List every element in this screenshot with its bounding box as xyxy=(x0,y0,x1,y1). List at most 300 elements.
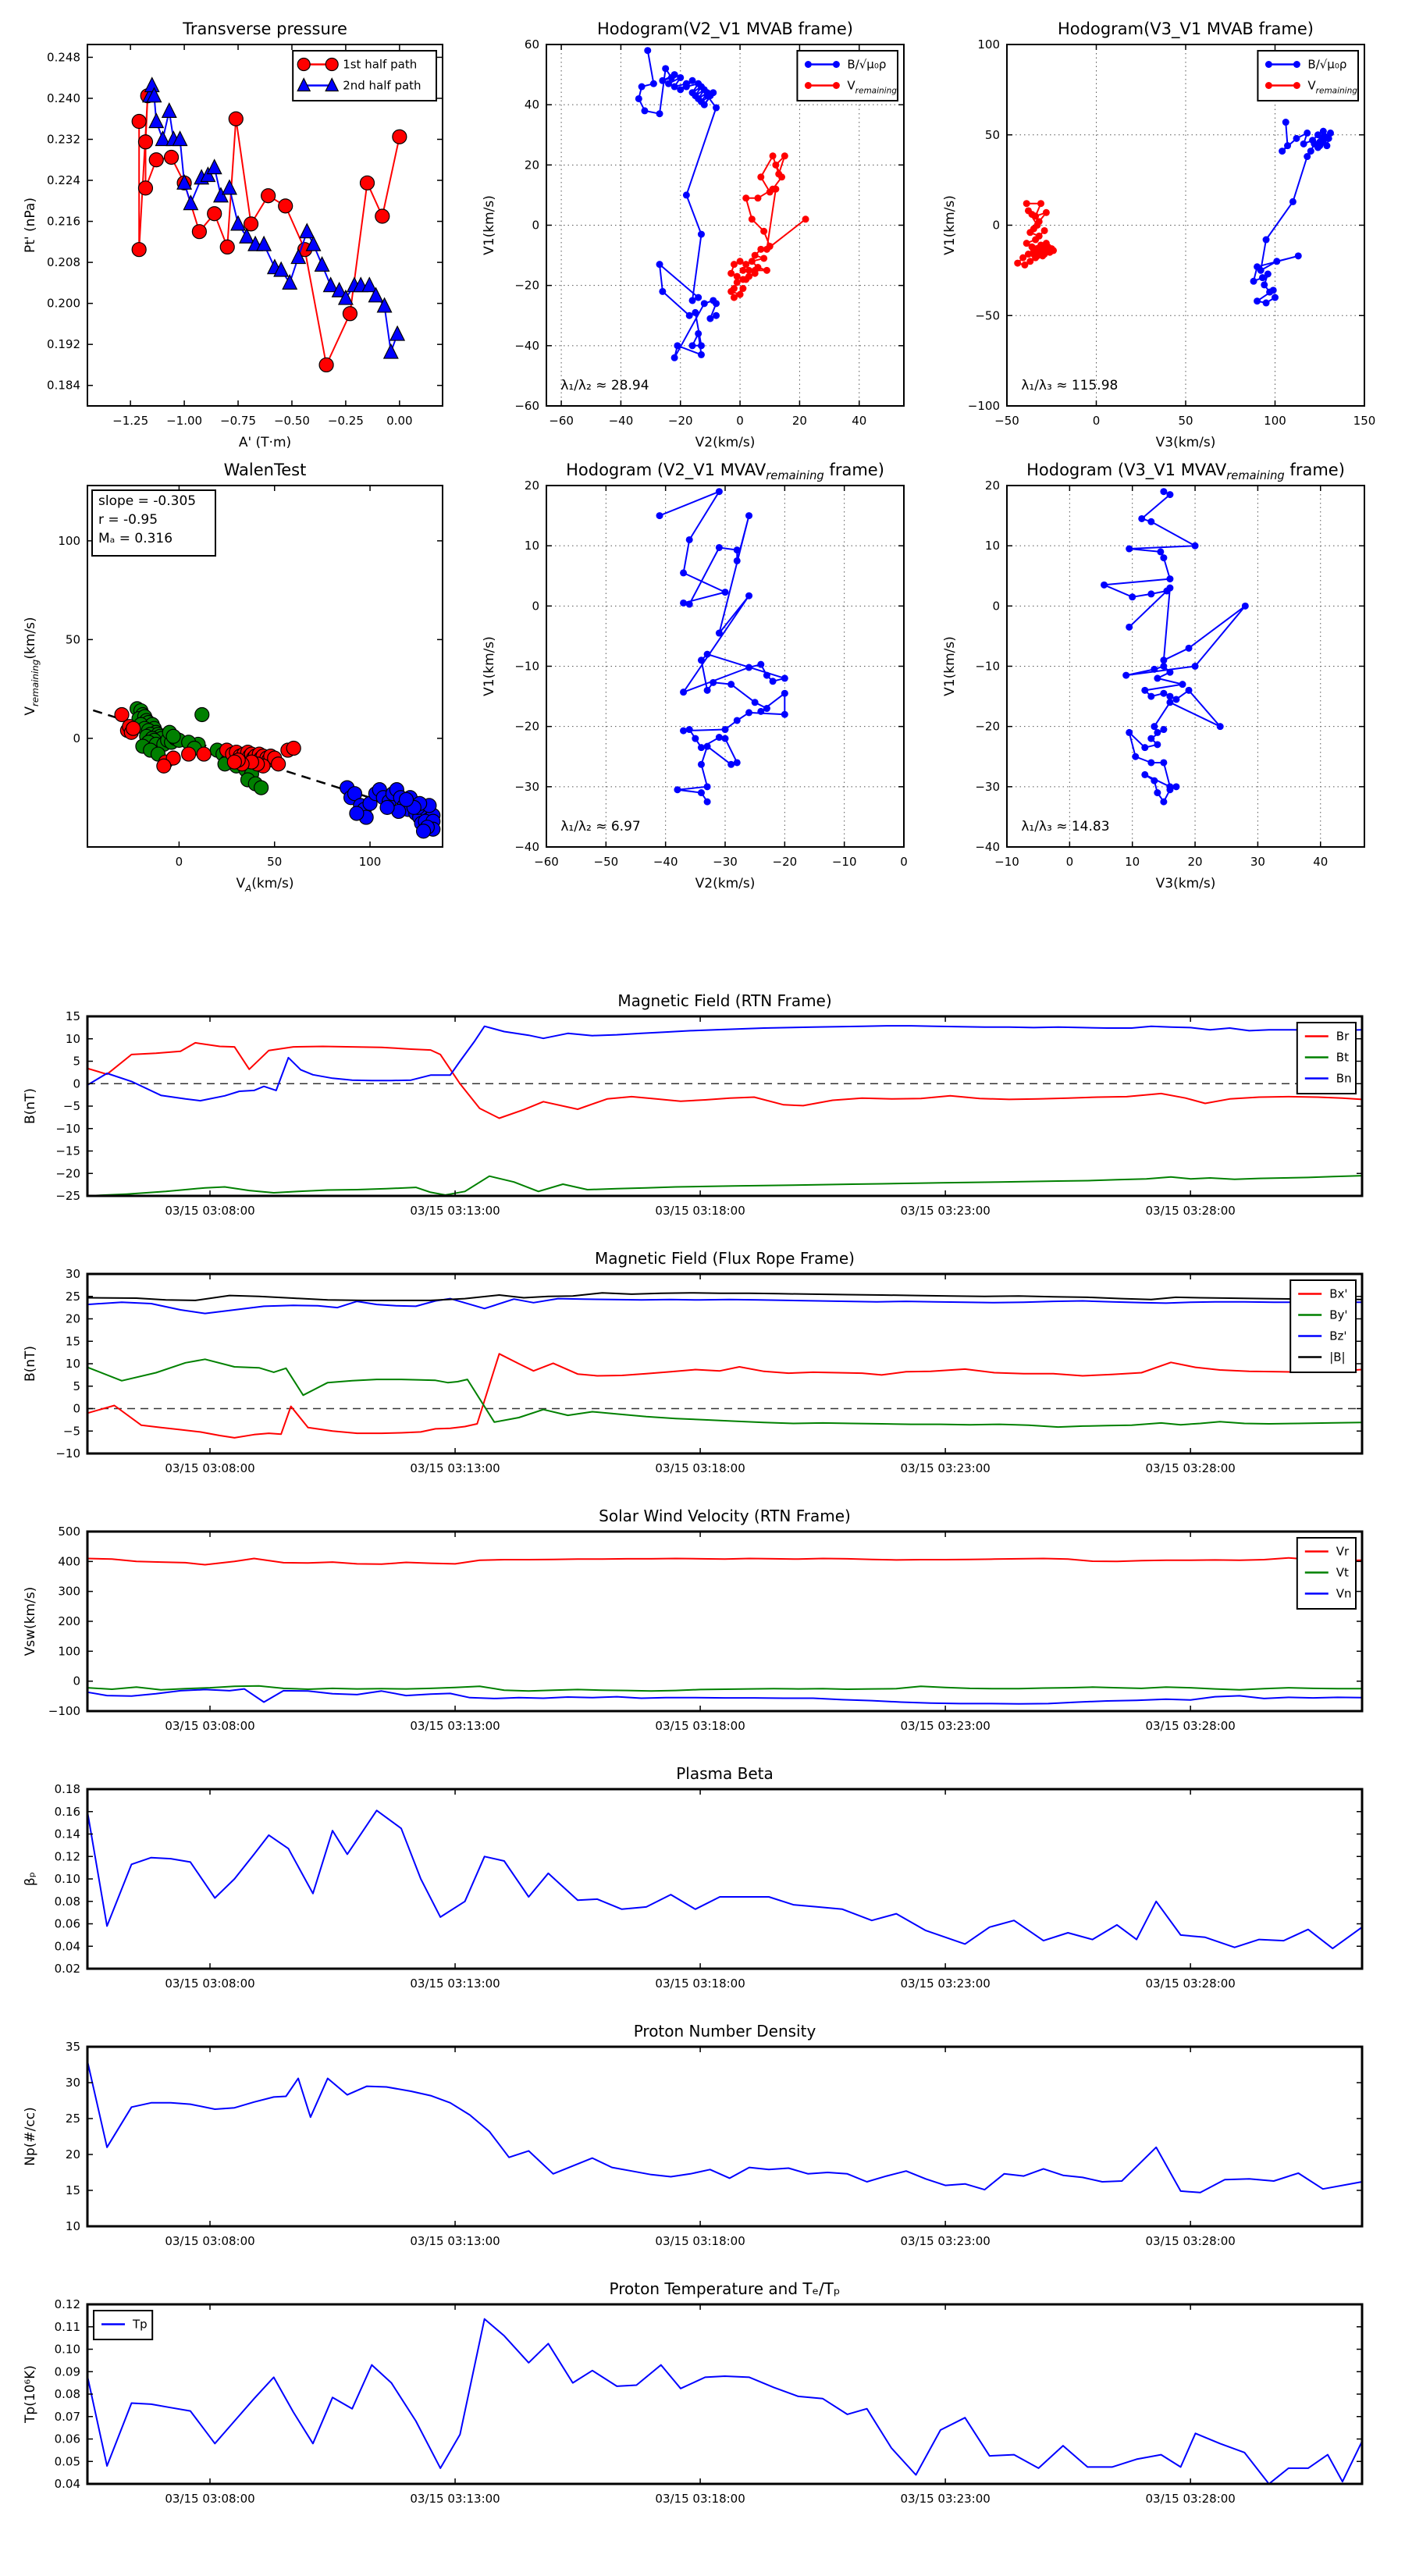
x-tick-label: 03/15 03:13:00 xyxy=(410,1976,500,1991)
x-tick-label: 0 xyxy=(900,855,908,869)
data-point-dot xyxy=(1154,729,1161,736)
data-point-dot xyxy=(695,294,702,301)
proton-density-series-line xyxy=(87,2061,1362,2192)
data-point-triangle xyxy=(149,114,163,128)
data-point-dot xyxy=(671,354,678,361)
data-point-dot xyxy=(1141,687,1148,694)
data-point-dot xyxy=(674,342,681,349)
y-tick-label: 0.18 xyxy=(54,1782,80,1796)
data-point-dot xyxy=(1166,693,1173,700)
data-point-dot xyxy=(805,82,812,89)
data-point-dot xyxy=(706,315,713,322)
data-point-circle xyxy=(244,217,258,231)
data-point-dot xyxy=(698,744,705,751)
data-point-dot xyxy=(1157,548,1164,555)
y-tick-label: 0.248 xyxy=(47,50,80,65)
data-point-triangle xyxy=(231,216,245,230)
y-tick-label: −5 xyxy=(62,1424,80,1439)
data-point-dot xyxy=(1325,135,1332,142)
y-tick-label: 60 xyxy=(524,37,539,52)
x-tick-label: 03/15 03:13:00 xyxy=(410,1461,500,1475)
data-point-dot xyxy=(1122,672,1129,679)
vsw-rtn-ylabel: Vsw(km/s) xyxy=(23,1586,38,1656)
axes-frame xyxy=(87,2047,1362,2226)
y-tick-label: −30 xyxy=(975,779,1000,794)
axes-frame xyxy=(87,1789,1362,1969)
y-tick-label: −20 xyxy=(514,719,539,734)
data-point-dot xyxy=(716,734,723,741)
data-point-triangle xyxy=(300,224,314,238)
y-tick-label: 40 xyxy=(524,98,539,112)
data-point-circle xyxy=(132,243,146,257)
legend-label: |B| xyxy=(1329,1350,1346,1364)
data-point-dot xyxy=(763,267,770,274)
data-point-dot xyxy=(1160,726,1167,733)
y-tick-label: 15 xyxy=(65,2183,80,2197)
data-point-dot xyxy=(1151,666,1158,673)
data-point-dot xyxy=(1263,237,1270,244)
data-point-dot xyxy=(734,557,741,564)
data-point-dot xyxy=(698,231,705,238)
data-point-dot xyxy=(770,152,777,159)
data-point-dot xyxy=(781,152,788,159)
x-tick-label: −1.00 xyxy=(166,414,203,428)
data-point-triangle xyxy=(183,196,197,210)
y-tick-label: −50 xyxy=(975,308,1000,323)
data-point-circle xyxy=(400,792,414,806)
data-point-dot xyxy=(770,186,777,193)
proton-temperature-title: Proton Temperature and Tₑ/Tₚ xyxy=(609,2279,841,2298)
y-tick-label: 0.10 xyxy=(54,2342,80,2357)
data-point-dot xyxy=(1166,669,1173,676)
x-tick-label: −50 xyxy=(593,855,619,869)
x-tick-label: 0 xyxy=(736,414,744,428)
data-point-dot xyxy=(1154,674,1161,681)
data-point-dot xyxy=(757,173,764,180)
y-tick-label: 100 xyxy=(58,533,80,548)
data-point-dot xyxy=(716,488,723,495)
data-point-dot xyxy=(638,84,646,91)
legend-label: Bz' xyxy=(1329,1329,1347,1343)
y-tick-label: 15 xyxy=(65,1009,80,1023)
hodogram-v2v1-mvab-ylabel: V1(km/s) xyxy=(482,195,497,255)
y-tick-label: −15 xyxy=(55,1144,80,1158)
data-point-dot xyxy=(722,735,729,742)
y-tick-label: 30 xyxy=(65,1267,80,1281)
data-point-dot xyxy=(695,330,702,337)
data-point-circle xyxy=(132,115,146,129)
y-tick-label: 25 xyxy=(65,2112,80,2126)
y-tick-label: 35 xyxy=(65,2040,80,2054)
data-point-dot xyxy=(727,270,735,277)
x-tick-label: −10 xyxy=(994,855,1019,869)
x-tick-label: −20 xyxy=(667,414,693,428)
x-tick-label: 20 xyxy=(791,414,807,428)
legend-label: $V_{remaining}$ xyxy=(1307,78,1357,96)
data-point-dot xyxy=(745,709,752,716)
data-point-circle xyxy=(166,729,180,743)
x-tick-label: −40 xyxy=(608,414,634,428)
y-tick-label: 0 xyxy=(992,218,1000,233)
data-point-dot xyxy=(710,89,717,96)
x-tick-label: 0 xyxy=(1092,414,1101,428)
lambda-annotation: λ₁/λ₂ ≈ 6.97 xyxy=(560,819,641,835)
data-point-triangle xyxy=(384,344,398,358)
data-point-dot xyxy=(745,512,752,519)
hodogram-v3v1-mvab-xlabel: V3(km/s) xyxy=(1155,435,1216,450)
x-tick-label: 20 xyxy=(1187,855,1203,869)
y-tick-label: 20 xyxy=(65,1311,80,1326)
x-tick-label: −60 xyxy=(534,855,559,869)
x-tick-label: −10 xyxy=(831,855,857,869)
data-point-dot xyxy=(1254,297,1261,304)
data-point-dot xyxy=(686,312,693,319)
mag-flux-rope-series-line xyxy=(87,1299,1362,1314)
mag-flux-rope-ylabel: B(nT) xyxy=(23,1345,38,1382)
x-tick-label: 50 xyxy=(1178,414,1193,428)
data-point-dot xyxy=(716,544,723,551)
data-point-dot xyxy=(1037,200,1044,207)
data-point-dot xyxy=(1154,789,1161,796)
legend-label: By' xyxy=(1329,1308,1348,1322)
data-point-circle xyxy=(343,307,357,321)
data-point-dot xyxy=(698,351,705,358)
proton-density-title: Proton Number Density xyxy=(633,2022,816,2041)
data-point-dot xyxy=(754,194,761,201)
y-tick-label: 30 xyxy=(65,2076,80,2090)
y-tick-label: 0 xyxy=(73,731,80,745)
data-point-dot xyxy=(1172,696,1179,703)
data-point-dot xyxy=(704,783,711,790)
legend-label: Vt xyxy=(1336,1565,1349,1580)
mag-rtn-title: Magnetic Field (RTN Frame) xyxy=(617,991,832,1010)
mag-flux-rope xyxy=(23,1249,1362,1475)
walen-test-ylabel: $V_{remaining}(km/s)$ xyxy=(23,617,41,716)
x-tick-label: 03/15 03:08:00 xyxy=(165,1719,255,1733)
data-point-circle xyxy=(149,153,163,167)
data-point-dot xyxy=(805,61,812,68)
data-point-dot xyxy=(734,717,741,724)
y-tick-label: 0.02 xyxy=(54,1962,80,1976)
x-tick-label: 03/15 03:28:00 xyxy=(1145,1976,1236,1991)
data-point-dot xyxy=(763,705,770,712)
y-tick-label: −40 xyxy=(975,840,1000,854)
y-tick-label: 0 xyxy=(532,599,539,614)
data-point-dot xyxy=(1147,735,1154,742)
x-tick-label: 03/15 03:23:00 xyxy=(900,2234,991,2248)
data-point-dot xyxy=(1273,258,1280,265)
data-point-dot xyxy=(1293,61,1300,68)
data-point-dot xyxy=(698,789,705,796)
data-point-dot xyxy=(1166,575,1173,582)
data-point-dot xyxy=(698,656,705,664)
y-tick-label: 15 xyxy=(65,1334,80,1349)
y-tick-label: 25 xyxy=(65,1289,80,1304)
data-point-dot xyxy=(727,761,735,768)
y-tick-label: 0.07 xyxy=(54,2409,80,2424)
legend-label: Vr xyxy=(1336,1544,1350,1559)
data-point-dot xyxy=(704,92,711,99)
data-point-dot xyxy=(641,107,648,114)
data-point-triangle xyxy=(283,275,297,289)
data-point-dot xyxy=(689,77,696,84)
data-point-dot xyxy=(656,512,663,519)
plasma-beta-title: Plasma Beta xyxy=(676,1764,774,1783)
data-point-dot xyxy=(1138,515,1145,522)
data-point-dot xyxy=(757,661,764,668)
data-point-circle xyxy=(375,209,389,223)
data-point-dot xyxy=(1033,252,1040,259)
x-tick-label: 30 xyxy=(1250,855,1265,869)
x-tick-label: −0.25 xyxy=(327,414,364,428)
data-point-triangle xyxy=(162,103,176,117)
data-point-dot xyxy=(671,84,678,91)
data-point-circle xyxy=(165,150,179,164)
legend-label: Vn xyxy=(1336,1586,1352,1601)
data-point-dot xyxy=(833,61,840,68)
data-point-dot xyxy=(742,261,749,268)
data-point-dot xyxy=(742,276,749,283)
data-point-dot xyxy=(704,651,711,658)
data-point-dot xyxy=(1147,590,1154,597)
data-point-dot xyxy=(686,601,693,608)
x-tick-label: 03/15 03:18:00 xyxy=(655,2234,745,2248)
data-point-dot xyxy=(1264,271,1272,278)
data-point-dot xyxy=(763,672,770,679)
plasma-beta xyxy=(23,1764,1362,1991)
data-point-dot xyxy=(1126,546,1133,553)
stats-line: r = -0.95 xyxy=(98,512,158,528)
data-point-dot xyxy=(760,254,767,262)
data-point-dot xyxy=(1261,281,1268,288)
legend-label: 2nd half path xyxy=(343,78,422,93)
data-point-circle xyxy=(393,130,407,144)
data-point-dot xyxy=(1293,82,1300,89)
data-point-dot xyxy=(704,743,711,750)
y-tick-label: 10 xyxy=(984,539,1000,553)
axes-frame xyxy=(87,1016,1362,1196)
y-tick-label: 5 xyxy=(73,1379,80,1393)
data-point-dot xyxy=(1032,237,1039,244)
data-point-dot xyxy=(1151,777,1158,785)
data-point-dot xyxy=(1014,260,1021,267)
data-point-dot xyxy=(1160,799,1167,806)
data-point-dot xyxy=(698,761,705,768)
data-point-circle xyxy=(197,747,211,761)
data-point-dot xyxy=(677,86,684,93)
y-tick-label: 0.216 xyxy=(47,214,80,229)
data-point-dot xyxy=(671,71,678,78)
x-tick-label: 03/15 03:23:00 xyxy=(900,1461,991,1475)
y-tick-label: 0.08 xyxy=(54,2387,80,2401)
x-tick-label: 03/15 03:18:00 xyxy=(655,2492,745,2506)
y-tick-label: 0.09 xyxy=(54,2364,80,2379)
data-point-dot xyxy=(770,678,777,685)
x-tick-label: 0 xyxy=(175,855,183,869)
hodogram-v3v1-mvav-title: Hodogram (V3_V1 $MVAV_{remaining}$ frame) xyxy=(1026,461,1345,482)
data-point-dot xyxy=(713,312,720,319)
data-point-dot xyxy=(722,726,729,733)
hodogram-v2v1-mvav-title: Hodogram (V2_V1 $MVAV_{remaining}$ frame) xyxy=(566,461,884,482)
y-tick-label: 0.04 xyxy=(54,1939,80,1954)
data-point-dot xyxy=(683,84,690,91)
proton-temperature xyxy=(23,2279,1362,2506)
data-point-dot xyxy=(778,173,785,180)
data-point-triangle xyxy=(315,257,329,271)
data-point-dot xyxy=(665,80,672,87)
proton-temperature-series-line xyxy=(87,2319,1362,2484)
data-point-dot xyxy=(1160,690,1167,697)
x-tick-label: 03/15 03:08:00 xyxy=(165,2492,255,2506)
y-tick-label: 0.11 xyxy=(54,2319,80,2334)
y-tick-label: 300 xyxy=(58,1584,80,1599)
data-point-dot xyxy=(1254,263,1261,270)
mag-rtn-series-line xyxy=(87,1043,1362,1119)
x-tick-label: −30 xyxy=(713,855,738,869)
data-point-dot xyxy=(683,191,690,198)
data-point-dot xyxy=(1019,254,1026,262)
y-tick-label: 0 xyxy=(992,599,1000,614)
data-point-dot xyxy=(680,569,687,576)
plasma-beta-ylabel: βₚ xyxy=(23,1871,38,1887)
mag-rtn xyxy=(23,991,1362,1218)
data-point-dot xyxy=(692,309,699,316)
y-tick-label: 20 xyxy=(65,2147,80,2161)
data-point-dot xyxy=(1050,247,1057,254)
data-point-circle xyxy=(261,189,276,203)
data-point-dot xyxy=(802,215,809,222)
y-tick-label: −60 xyxy=(514,399,539,413)
axes-frame xyxy=(87,2304,1362,2484)
y-tick-label: 10 xyxy=(65,2219,80,2233)
axes-frame xyxy=(87,1274,1362,1453)
data-point-circle xyxy=(254,781,269,795)
data-point-dot xyxy=(1154,741,1161,748)
data-point-dot xyxy=(752,270,759,277)
y-tick-label: 10 xyxy=(65,1031,80,1046)
data-point-dot xyxy=(1026,229,1033,236)
data-point-dot xyxy=(1179,681,1186,688)
lambda-annotation: λ₁/λ₃ ≈ 14.83 xyxy=(1021,819,1110,835)
data-point-dot xyxy=(1151,723,1158,730)
y-tick-label: −30 xyxy=(514,779,539,794)
data-point-dot xyxy=(1160,488,1167,495)
data-point-dot xyxy=(692,735,699,742)
mag-rtn-series-line xyxy=(87,1026,1362,1101)
data-point-dot xyxy=(757,246,764,253)
plasma-beta-series-line xyxy=(87,1810,1362,1948)
hodogram-v2v1-mvab-title: Hodogram(V2_V1 MVAB frame) xyxy=(597,20,853,38)
y-tick-label: 0.14 xyxy=(54,1827,80,1841)
hodogram-v2v1-mvav xyxy=(482,461,908,891)
proton-density xyxy=(23,2022,1362,2248)
data-point-triangle xyxy=(145,78,159,92)
data-point-dot xyxy=(1166,786,1173,793)
data-point-dot xyxy=(772,162,779,169)
y-tick-label: 0.10 xyxy=(54,1872,80,1886)
data-point-dot xyxy=(734,546,741,553)
y-tick-label: −5 xyxy=(62,1099,80,1113)
y-tick-label: 0.12 xyxy=(54,2297,80,2311)
y-tick-label: 50 xyxy=(65,632,80,647)
x-tick-label: 100 xyxy=(1264,414,1286,428)
x-tick-label: −20 xyxy=(772,855,798,869)
data-point-dot xyxy=(745,664,752,671)
data-point-dot xyxy=(1186,687,1193,694)
data-point-dot xyxy=(1217,723,1224,730)
y-tick-label: 500 xyxy=(58,1525,80,1539)
mag-rtn-ylabel: B(nT) xyxy=(23,1087,38,1125)
data-point-dot xyxy=(1272,294,1279,301)
mag-flux-rope-title: Magnetic Field (Flux Rope Frame) xyxy=(595,1249,855,1268)
x-tick-label: 03/15 03:13:00 xyxy=(410,1719,500,1733)
transverse-pressure-xlabel: A' (T·m) xyxy=(238,435,292,450)
data-point-dot xyxy=(1265,82,1272,89)
data-point-dot xyxy=(1263,300,1270,307)
data-point-dot xyxy=(734,273,741,280)
transverse-pressure xyxy=(23,20,443,450)
hodogram-v2v1-mvav-ylabel: V1(km/s) xyxy=(482,636,497,696)
y-tick-label: 10 xyxy=(524,539,539,553)
x-tick-label: 03/15 03:23:00 xyxy=(900,1204,991,1218)
x-tick-label: 03/15 03:23:00 xyxy=(900,1719,991,1733)
data-point-dot xyxy=(656,261,663,268)
data-point-dot xyxy=(1304,130,1311,137)
data-point-dot xyxy=(1293,135,1300,142)
vsw-rtn-title: Solar Wind Velocity (RTN Frame) xyxy=(599,1507,851,1525)
data-point-dot xyxy=(749,258,756,265)
data-point-dot xyxy=(1129,593,1136,600)
y-tick-label: 0 xyxy=(73,1674,80,1688)
data-point-dot xyxy=(704,687,711,694)
transverse-pressure-ylabel: Pt' (nPa) xyxy=(23,197,38,253)
data-point-circle xyxy=(297,59,310,71)
x-tick-label: 03/15 03:28:00 xyxy=(1145,2234,1236,2248)
data-point-circle xyxy=(227,755,241,769)
hodogram-v3v1-mvab-title: Hodogram(V3_V1 MVAB frame) xyxy=(1058,20,1314,38)
data-point-dot xyxy=(686,726,693,733)
x-tick-label: 40 xyxy=(852,414,867,428)
lambda-annotation: λ₁/λ₃ ≈ 115.98 xyxy=(1021,378,1119,394)
data-point-triangle xyxy=(390,326,404,340)
data-point-dot xyxy=(716,630,723,637)
y-tick-label: −10 xyxy=(975,659,1000,674)
data-point-dot xyxy=(1160,554,1167,561)
data-point-dot xyxy=(680,688,687,696)
y-tick-label: −40 xyxy=(514,338,539,353)
data-point-dot xyxy=(1279,148,1286,155)
data-point-dot xyxy=(833,82,840,89)
data-point-circle xyxy=(286,741,301,755)
data-point-dot xyxy=(650,80,657,87)
data-point-dot xyxy=(689,297,696,304)
y-tick-label: 0.08 xyxy=(54,1894,80,1909)
hodogram-v3v1-mvav xyxy=(942,461,1364,891)
hodogram-v2v1-mvav-series-line xyxy=(660,492,784,802)
data-point-dot xyxy=(739,285,746,292)
data-point-dot xyxy=(734,279,741,286)
legend-label: B/√μ₀ρ xyxy=(1307,57,1347,72)
x-tick-label: 150 xyxy=(1353,414,1376,428)
legend-label: B/√μ₀ρ xyxy=(847,57,887,72)
data-point-dot xyxy=(1025,207,1032,214)
x-tick-label: 0 xyxy=(1065,855,1074,869)
x-tick-label: 03/15 03:23:00 xyxy=(900,2492,991,2506)
data-point-circle xyxy=(157,759,171,773)
y-tick-label: 0.224 xyxy=(47,173,80,188)
data-point-dot xyxy=(704,799,711,806)
data-point-dot xyxy=(1141,744,1148,751)
